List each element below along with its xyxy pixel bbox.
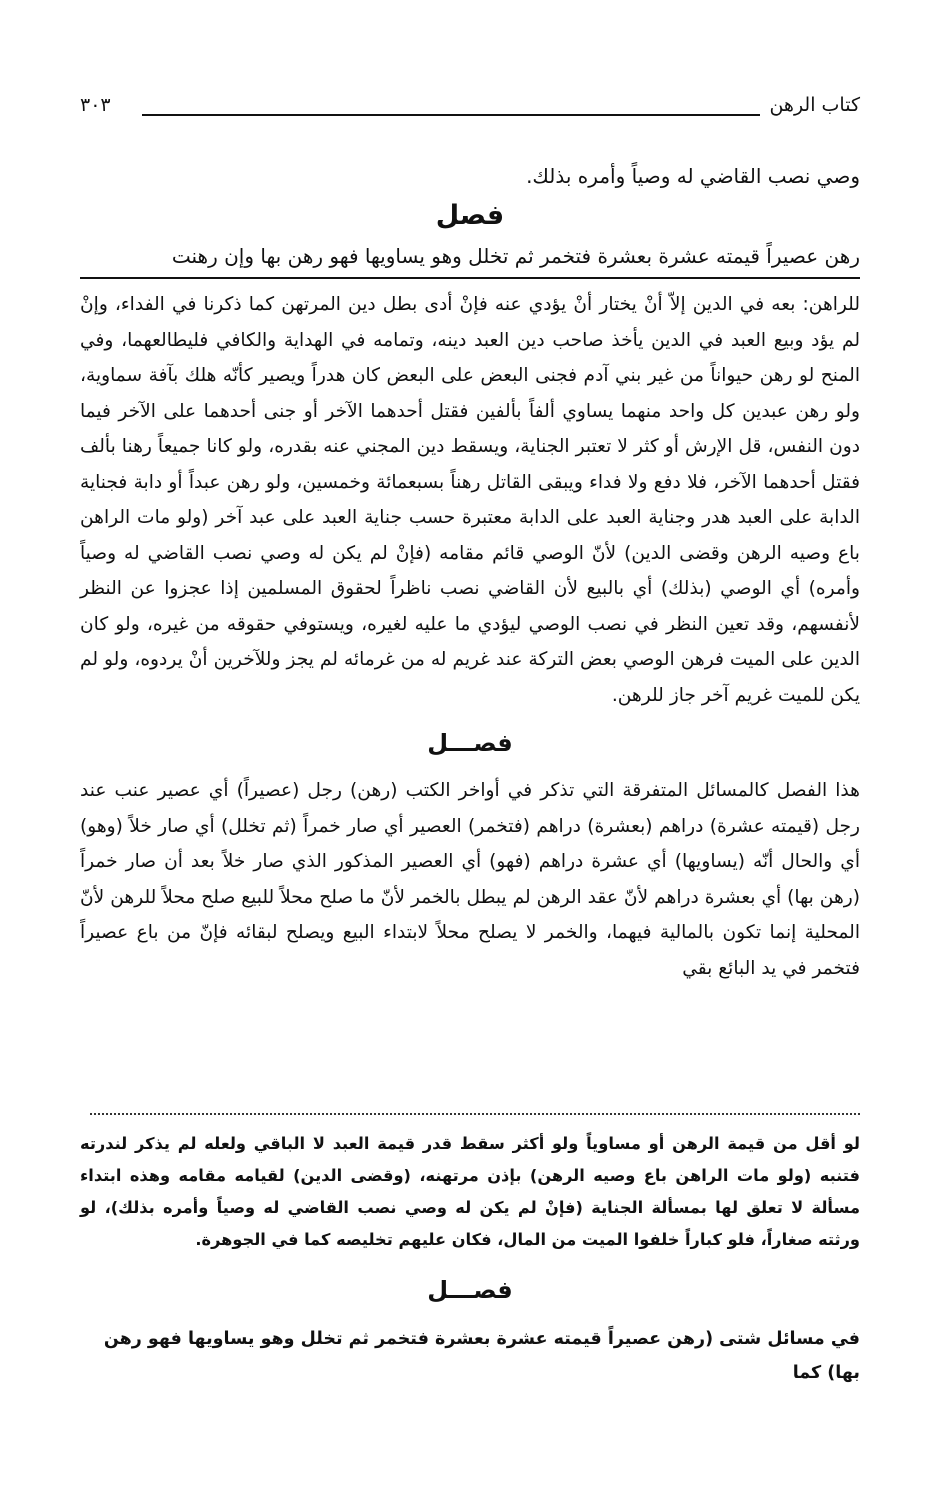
book-title: كتاب الرهن	[769, 94, 860, 116]
commentary-section	[80, 287, 860, 986]
hashiya-section	[80, 1128, 860, 1390]
header-rule	[142, 114, 760, 116]
section-divider	[80, 277, 860, 279]
footnote-separator	[90, 1113, 860, 1115]
matn-section	[80, 156, 860, 276]
commentary-fasl-heading: فصـــل	[427, 729, 513, 757]
page-header	[80, 92, 860, 132]
matn-fasl-heading: فصل	[435, 200, 505, 231]
matn-line-2: رهن عصيراً قيمته عشرة بعشرة فتخمر ثم تخلل وهو يساويها فهو رهن بها وإن رهنت	[171, 244, 860, 268]
matn-line-1: وصي نصب القاضي له وصياً وأمره بذلك.	[526, 164, 860, 188]
hashiya-fasl-heading: فصـــل	[427, 1276, 513, 1304]
page-number: ٣٠٣	[80, 94, 111, 116]
commentary-paragraph-2: هذا الفصل كالمسائل المتفرقة التي تذكر في أواخر الكتب (رهن) رجل (عصيراً) أي عصير عنب عند رجل (قيمته عشرة) دراهم (بعشرة) دراهم (فتخمر) العصير أي صار خمراً (ثم تخلل) أي صار خلاً (وهو) أي والحال أنّه (يساويها) أي عشرة دراهم (فهو) أي العصير المذكور الذي صار خلاً بعد أن صار خمراً (رهن بها) أي بعشرة دراهم لأنّ عقد الرهن لم يبطل بالخمر لأنّ ما صلح محلاً للبيع صلح محلاً للرهن لأنّ المحلية إنما تكون بالمالية فيهما، والخمر لا يصلح محلاً لابتداء البيع ويصلح لبقائه فإنّ من باع عصيراً فتخمر في يد البائع بقي	[80, 780, 860, 979]
hashiya-paragraph: لو أقل من قيمة الرهن أو مساوياً ولو أكثر سقط قدر قيمة العبد لا الباقي ولعله لم يذكر لندرته فتنبه (ولو مات الراهن باع وصيه الرهن) بإذن مرتهنه، (وقضى الدين) لقيامه مقامه وهذه ابتداء مسألة لا تعلق لها بمسألة الجناية (فإنْ لم يكن له وصي نصب القاضي له وصياً وأمره بذلك)، لو ورثته صغاراً، فلو كباراً خلفوا الميت من المال، فكان عليهم تخليصه كما في الجوهرة.	[80, 1134, 860, 1249]
hashiya-last-line: في مسائل شتى (رهن عصيراً قيمته عشرة بعشرة فتخمر ثم تخلل وهو يساويها فهو رهن بها) كما	[103, 1329, 860, 1383]
commentary-paragraph-1: للراهن: بعه في الدين إلاّ أنْ يختار أنْ يؤدي عنه فإنْ أدى بطل دين المرتهن كما ذكرنا في الفداء، وإنْ لم يؤد وبيع العبد في الدين يأخذ صاحب دين العبد دينه، وتمامه في الهداية والكافي فليطالعهما، وفي المنح لو رهن حيواناً من غير بني آدم فجنى البعض على البعض كان هدراً ويصير كأنّه هلك بآفة سماوية، ولو رهن عبدين كل واحد منهما يساوي ألفاً بألفين فقتل أحدهما الآخر أو جنى أحدهما على الآخر فيما دون النفس، قل الإرش أو كثر لا تعتبر الجناية، ويسقط دين المجني عنه بقدره، ولو كانا جميعاً رهنا بألف فقتل أحدهما الآخر، فلا دفع ولا فداء ويبقى القاتل رهناً بسبعمائة وخمسين، ولو رهن عبداً أو دابة فجناية الدابة على العبد هدر وجناية العبد على الدابة معتبرة حسب جناية العبد على عبد آخر (ولو مات الراهن باع وصيه الرهن وقضى الدين) لأنّ الوصي قائم مقامه (فإنْ لم يكن له وصي نصب القاضي له وصياً وأمره) أي الوصي (بذلك) أي بالبيع لأن القاضي نصب ناظراً لحقوق المسلمين إذا عجزوا عن النظر لأنفسهم، وقد تعين النظر في نصب الوصي ليؤدي ما عليه لغيره، ويستوفي حقوقه من غيره، ولو كان الدين على الميت فرهن الوصي بعض التركة عند غريم له من غرمائه لم يجز وللآخرين أنْ يردوه، ولو لم يكن للميت غريم آخر جاز للرهن.	[80, 294, 860, 706]
